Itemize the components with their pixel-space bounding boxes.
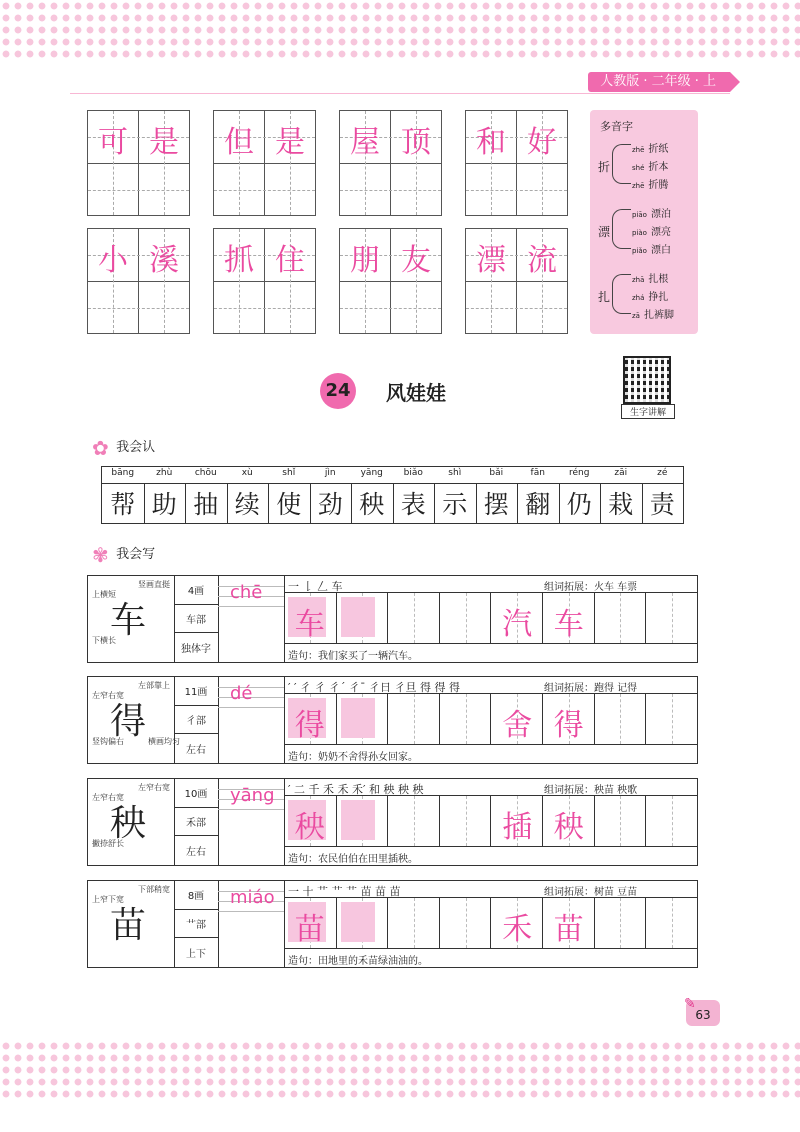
lesson-number: 24 xyxy=(320,373,356,409)
polyphone-pinyin: zhē xyxy=(632,182,645,190)
structure: 独体字 xyxy=(181,644,211,656)
word-extension-label: 组词拓展： xyxy=(544,887,594,898)
writing-tip: 上窄下宽 xyxy=(92,895,124,904)
trace-shade xyxy=(341,902,375,942)
practice-char: 插 xyxy=(502,810,533,845)
recognize-pinyin: bāng xyxy=(111,468,135,478)
recognize-char: 表 xyxy=(400,490,426,519)
polyphone-pinyin: zhá xyxy=(632,294,645,302)
write-row xyxy=(87,880,698,968)
polyphone-item xyxy=(632,176,668,191)
recognize-cell xyxy=(434,467,476,523)
practice-char: 禾 xyxy=(502,912,533,947)
practice-cell[interactable] xyxy=(542,796,595,846)
stroke-count: 11画 xyxy=(174,677,218,706)
word-char: 是 xyxy=(149,125,179,160)
recognize-cell xyxy=(559,467,601,523)
writing-tip: 左部靠上 xyxy=(138,681,170,690)
writing-tip: 上横短 xyxy=(92,590,116,599)
practice-char: 车 xyxy=(553,607,584,642)
pinyin-text: yāng xyxy=(230,785,275,806)
polyphone-word: 挣扎 xyxy=(648,292,669,303)
practice-char: 苗 xyxy=(294,912,325,947)
word-box xyxy=(213,110,316,216)
structure: 上下 xyxy=(186,949,206,961)
write-heading xyxy=(92,543,155,565)
model-char-cell xyxy=(88,576,175,662)
stroke-order: 一 𠄌 𠃋 车 xyxy=(288,580,343,593)
practice-cell[interactable] xyxy=(387,593,440,643)
recognize-cell xyxy=(310,467,352,523)
recognize-char: 示 xyxy=(442,490,468,519)
polyphone-char: 扎 xyxy=(598,290,611,304)
model-char: 苗 xyxy=(110,905,147,946)
recognize-char: 使 xyxy=(276,490,302,519)
polyphone-item xyxy=(632,270,668,285)
recognize-cell xyxy=(144,467,186,523)
brace-line xyxy=(612,209,631,249)
practice-area xyxy=(284,779,697,865)
recognize-char: 摆 xyxy=(483,490,509,519)
recognize-cell xyxy=(185,467,227,523)
practice-cell[interactable] xyxy=(439,593,492,643)
flower-icon: ✾ xyxy=(92,542,109,567)
word-extension-words: 火车 车票 xyxy=(594,582,638,593)
word-char: 但 xyxy=(224,125,254,160)
practice-cell[interactable] xyxy=(336,898,389,948)
writing-tip: 左窄右宽 xyxy=(92,793,124,802)
practice-cell[interactable] xyxy=(284,593,336,643)
recognize-char: 责 xyxy=(649,490,675,519)
word-char: 好 xyxy=(527,125,557,160)
writing-tip: 撇捺舒长 xyxy=(92,839,124,848)
polyphone-pinyin: piào xyxy=(632,229,647,237)
polyphone-title: 多音字 xyxy=(600,120,633,133)
practice-cell[interactable] xyxy=(490,694,543,744)
trace-shade xyxy=(341,800,375,840)
model-char: 车 xyxy=(110,600,147,641)
recognize-pinyin: fān xyxy=(530,468,545,478)
header-rule xyxy=(70,93,730,94)
practice-char: 汽 xyxy=(502,607,533,642)
practice-cell[interactable] xyxy=(542,593,595,643)
polyphone-word: 折本 xyxy=(648,162,669,173)
practice-cell[interactable] xyxy=(284,796,336,846)
qr-label: 生字讲解 xyxy=(621,404,675,419)
radical: 禾部 xyxy=(174,808,218,837)
practice-cell[interactable] xyxy=(387,898,440,948)
word-char: 可 xyxy=(98,125,128,160)
practice-cell[interactable] xyxy=(336,593,389,643)
word-extension-label: 组词拓展： xyxy=(544,785,594,796)
model-char-cell xyxy=(88,779,175,865)
polyphone-pinyin: zā xyxy=(632,312,640,320)
pinyin-cell xyxy=(218,881,285,967)
practice-cell[interactable] xyxy=(439,898,492,948)
polyphone-word: 漂泊 xyxy=(650,209,671,220)
word-char: 屋 xyxy=(350,125,380,160)
write-heading-text: 我会写 xyxy=(116,547,156,562)
polyphone-item xyxy=(632,205,671,220)
recognize-pinyin: réng xyxy=(569,468,590,478)
writing-tip: 左窄右宽 xyxy=(138,783,170,792)
practice-char: 舍 xyxy=(502,708,533,743)
practice-cell[interactable] xyxy=(284,898,336,948)
recognize-char: 抽 xyxy=(193,490,219,519)
word-extension-words: 跑得 记得 xyxy=(594,683,638,694)
example-sentence: 造句：田地里的禾苗绿油油的。 xyxy=(288,956,428,967)
stroke-order: 一 十 艹 艹 艹 苗 苗 苗 xyxy=(288,885,401,898)
practice-char: 得 xyxy=(294,708,325,743)
radical: 车部 xyxy=(174,605,218,634)
word-char: 流 xyxy=(527,243,557,278)
recognize-char: 助 xyxy=(151,490,177,519)
polyphone-pinyin: piǎo xyxy=(632,247,647,255)
recognize-cell xyxy=(476,467,518,523)
model-char-cell xyxy=(88,677,180,763)
decorative-dot-band-bottom xyxy=(0,1040,800,1100)
practice-cell[interactable] xyxy=(387,796,440,846)
recognize-pinyin: chōu xyxy=(194,468,217,478)
recognize-char: 续 xyxy=(234,490,260,519)
word-char: 朋 xyxy=(350,243,380,278)
trace-shade xyxy=(341,698,375,738)
word-box xyxy=(87,228,190,334)
practice-grid xyxy=(284,795,697,847)
polyphone-char: 漂 xyxy=(598,225,611,239)
word-char: 顶 xyxy=(401,125,431,160)
pinyin-text: miáo xyxy=(230,887,275,908)
practice-char: 苗 xyxy=(553,912,584,947)
practice-cell[interactable] xyxy=(645,898,698,948)
recognize-pinyin: zhù xyxy=(156,468,173,478)
polyphone-panel xyxy=(590,110,698,334)
recognize-cell xyxy=(393,467,435,523)
polyphone-word: 折纸 xyxy=(648,144,669,155)
char-meta xyxy=(174,677,219,763)
lesson-title: 风娃娃 xyxy=(386,381,446,405)
word-box xyxy=(213,228,316,334)
stroke-order: ′ 二 千 禾 禾 禾′ 和 秧 秧 秧 xyxy=(288,783,424,796)
polyphone-pinyin: zhē xyxy=(632,146,645,154)
write-row xyxy=(87,778,698,866)
pinyin-text: dé xyxy=(230,683,253,704)
polyphone-word: 漂亮 xyxy=(650,227,671,238)
word-extension xyxy=(544,679,637,694)
brace-line xyxy=(612,274,631,314)
polyphone-pinyin: shé xyxy=(632,164,645,172)
practice-char: 秧 xyxy=(553,810,584,845)
radical: 艹部 xyxy=(174,910,218,939)
recognize-table xyxy=(101,466,684,524)
pinyin-text: chē xyxy=(230,582,263,603)
practice-cell[interactable] xyxy=(439,694,492,744)
recognize-cell xyxy=(227,467,269,523)
polyphone-item xyxy=(632,288,668,303)
polyphone-item xyxy=(632,158,668,173)
pencil-icon: ✎ xyxy=(684,996,696,1012)
word-char: 漂 xyxy=(476,243,506,278)
trace-shade xyxy=(341,597,375,637)
example-sentence: 造句：奶奶不舍得孙女回家。 xyxy=(288,752,418,763)
recognize-char: 仍 xyxy=(566,490,592,519)
word-char: 溪 xyxy=(149,243,179,278)
write-row xyxy=(87,676,698,764)
polyphone-word: 漂白 xyxy=(650,245,671,256)
char-meta xyxy=(174,881,219,967)
char-meta xyxy=(174,576,219,662)
practice-cell[interactable] xyxy=(645,593,698,643)
word-char: 住 xyxy=(275,243,305,278)
practice-cell[interactable] xyxy=(439,796,492,846)
recognize-pinyin: biǎo xyxy=(403,468,423,478)
example-sentence: 造句：我们家买了一辆汽车。 xyxy=(288,651,418,662)
recognize-cell xyxy=(351,467,393,523)
structure: 左右 xyxy=(186,745,206,757)
star-icon: ✿ xyxy=(92,435,109,460)
practice-cell[interactable] xyxy=(542,694,595,744)
pinyin-cell xyxy=(218,677,285,763)
polyphone-word: 扎根 xyxy=(648,274,669,285)
practice-cell[interactable] xyxy=(645,694,698,744)
practice-cell[interactable] xyxy=(594,593,647,643)
word-extension-label: 组词拓展： xyxy=(544,683,594,694)
writing-tip: 横画均匀 xyxy=(148,737,180,746)
recognize-pinyin: shì xyxy=(448,468,462,478)
recognize-char: 帮 xyxy=(110,490,136,519)
stroke-order: ′ ′ 彳 彳 彳ˊ 彳ˉ 彳日 彳旦 得 得 得 xyxy=(288,681,460,694)
recognize-char: 秧 xyxy=(359,490,385,519)
practice-char: 车 xyxy=(294,607,325,642)
pinyin-cell xyxy=(218,576,285,662)
recognize-pinyin: zāi xyxy=(614,468,628,478)
writing-tip: 下横长 xyxy=(92,636,116,645)
word-char: 是 xyxy=(275,125,305,160)
practice-cell[interactable] xyxy=(490,796,543,846)
practice-char: 得 xyxy=(553,708,584,743)
word-extension xyxy=(544,578,637,593)
practice-cell[interactable] xyxy=(594,694,647,744)
page-number: 63 xyxy=(686,1000,720,1026)
recognize-pinyin: xù xyxy=(241,468,253,478)
practice-grid xyxy=(284,693,697,745)
practice-cell[interactable] xyxy=(594,796,647,846)
stroke-count: 10画 xyxy=(174,779,218,808)
decorative-dot-band-top xyxy=(0,0,800,62)
model-char: 得 xyxy=(110,701,147,742)
practice-cell[interactable] xyxy=(490,593,543,643)
recognize-pinyin: yāng xyxy=(360,468,383,478)
recognize-cell xyxy=(517,467,559,523)
model-char: 秧 xyxy=(110,803,147,844)
radical: 彳部 xyxy=(174,706,218,735)
word-box xyxy=(339,228,442,334)
word-extension xyxy=(544,883,637,898)
stroke-count: 8画 xyxy=(174,881,218,910)
practice-cell[interactable] xyxy=(284,694,336,744)
practice-area xyxy=(284,576,697,662)
recognize-char: 栽 xyxy=(608,490,634,519)
stroke-count: 4画 xyxy=(174,576,218,605)
polyphone-word: 扎裤脚 xyxy=(643,310,674,321)
polyphone-item xyxy=(632,241,671,256)
recognize-cell xyxy=(102,467,144,523)
pinyin-cell xyxy=(218,779,285,865)
writing-tip: 下部稍宽 xyxy=(138,885,170,894)
word-box xyxy=(339,110,442,216)
practice-cell[interactable] xyxy=(594,898,647,948)
practice-cell[interactable] xyxy=(542,898,595,948)
recognize-heading xyxy=(92,436,155,458)
practice-cell[interactable] xyxy=(336,694,389,744)
recognize-pinyin: shǐ xyxy=(282,468,296,478)
recognize-cell xyxy=(642,467,684,523)
qr-code-icon[interactable] xyxy=(623,356,671,404)
word-box xyxy=(465,228,568,334)
structure: 左右 xyxy=(186,847,206,859)
recognize-heading-text: 我会认 xyxy=(116,440,156,455)
example-sentence: 造句：农民伯伯在田里插秧。 xyxy=(288,854,418,865)
word-char: 和 xyxy=(476,125,506,160)
practice-cell[interactable] xyxy=(645,796,698,846)
word-box xyxy=(87,110,190,216)
recognize-char: 劲 xyxy=(317,490,343,519)
polyphone-item xyxy=(632,140,668,155)
polyphone-item xyxy=(632,223,671,238)
word-extension xyxy=(544,781,637,796)
practice-grid xyxy=(284,592,697,644)
polyphone-word: 折腾 xyxy=(648,180,669,191)
polyphone-pinyin: piāo xyxy=(632,211,647,219)
word-box xyxy=(465,110,568,216)
write-row xyxy=(87,575,698,663)
word-char: 友 xyxy=(401,243,431,278)
word-char: 小 xyxy=(98,243,128,278)
polyphone-item xyxy=(632,306,674,321)
recognize-pinyin: bǎi xyxy=(489,468,504,478)
word-extension-words: 树苗 豆苗 xyxy=(594,887,638,898)
char-meta xyxy=(174,779,219,865)
recognize-pinyin: zé xyxy=(657,468,668,478)
brace-line xyxy=(612,144,631,184)
practice-char: 秧 xyxy=(294,810,325,845)
recognize-cell xyxy=(600,467,642,523)
edition-tag: 人教版 · 二年级 · 上 xyxy=(588,72,730,92)
practice-area xyxy=(284,677,697,763)
word-extension-words: 秧苗 秧歌 xyxy=(594,785,638,796)
recognize-cell xyxy=(268,467,310,523)
writing-tip: 左窄右宽 xyxy=(92,691,124,700)
practice-cell[interactable] xyxy=(490,898,543,948)
recognize-pinyin: jìn xyxy=(324,468,336,478)
writing-tip: 竖钩偏右 xyxy=(92,737,124,746)
model-char-cell xyxy=(88,881,175,967)
practice-area xyxy=(284,881,697,967)
recognize-char: 翻 xyxy=(525,490,551,519)
polyphone-char: 折 xyxy=(598,160,611,174)
practice-grid xyxy=(284,897,697,949)
word-extension-label: 组词拓展： xyxy=(544,582,594,593)
practice-cell[interactable] xyxy=(387,694,440,744)
polyphone-pinyin: zhā xyxy=(632,276,645,284)
word-char: 抓 xyxy=(224,243,254,278)
practice-cell[interactable] xyxy=(336,796,389,846)
writing-tip: 竖画直挺 xyxy=(138,580,170,589)
